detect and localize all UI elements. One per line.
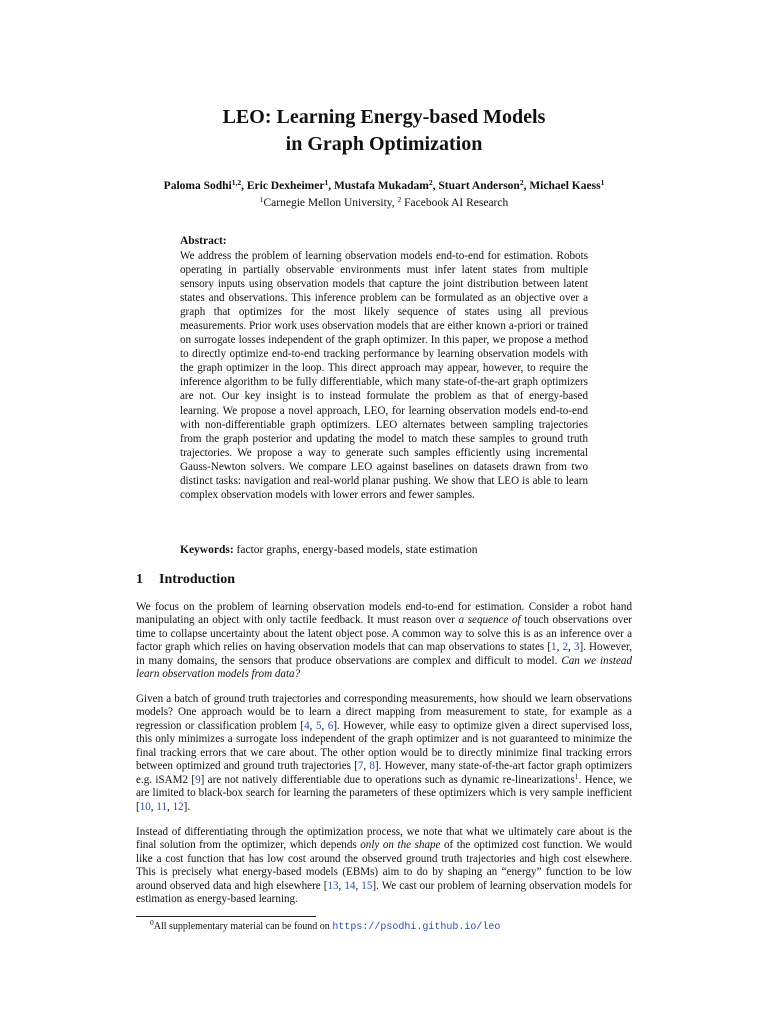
citation-link[interactable]: 9	[195, 773, 201, 786]
citation-link[interactable]: 7	[357, 760, 364, 773]
section-title: Introduction	[159, 572, 235, 587]
title-line-1: LEO: Learning Energy-based Models	[222, 106, 546, 128]
citation-link[interactable]: 13	[327, 879, 339, 892]
author: Michael Kaess$^1$	[529, 178, 605, 192]
keywords-list: factor graphs, energy-based models, state estimation	[233, 544, 478, 556]
footnote-marker: 1	[574, 771, 579, 781]
abstract-heading: Abstract:	[180, 235, 227, 247]
paper-title	[0, 104, 768, 158]
author-list	[0, 179, 768, 194]
citation-link[interactable]: 12	[172, 800, 184, 813]
author: Paloma Sodhi$^{1,2}$,	[163, 178, 247, 192]
citation-link[interactable]: 14	[344, 879, 356, 892]
affiliations: $^1$Carnegie Mellon University, $^2$ Facebook AI Research	[259, 195, 509, 209]
citation-link[interactable]: 5	[315, 719, 322, 732]
keywords-label: Keywords:	[180, 544, 234, 556]
citation-link[interactable]: 11	[156, 800, 168, 813]
author: Eric Dexheimer$^1$,	[246, 178, 334, 192]
abstract-text: We address the problem of learning observation models end-to-end for estimation. Robots operating in partially observable environments must infer latent states from multiple sensory inputs using observation models that capture the joint distribution between latent states and observations. This inference problem can be formulated as an objective over a graph that optimizes for the most likely sequence of states using all previous measurements. Prior work uses observation models that are either known a-priori or trained on surrogate losses independent of the graph optimizer. In this paper, we propose a method to directly optimize end-to-end tracking performance by learning observation models with the graph optimizer in the loop. This direct approach may appear, however, to require the inference algorithm to be fully differentiable, which many state-of-the-art graph optimizers are not. Our key insight is to instead formulate the problem as that of energy-based learning. We propose a novel approach, LEO, for learning observation models end-to-end with non-differentiable graph optimizers. LEO alternates between sampling trajectories from the graph posterior and updating the model to match these samples to ground truth trajectories. We propose a way to generate such samples efficiently using incremental Gauss-Newton solvers. We compare LEO against baselines on datasets drawn from two distinct tasks: navigation and real-world planar pushing. We show that LEO is able to learn complex observation models with lower errors and fewer samples.	[180, 250, 588, 501]
supplementary-link[interactable]: https://psodhi.github.io/leo	[332, 922, 501, 933]
citation-link[interactable]: 1	[551, 641, 557, 654]
citation-link[interactable]: 4	[304, 719, 310, 732]
citation-link[interactable]: 2	[562, 641, 569, 654]
citation-link[interactable]: 8	[369, 760, 375, 773]
author: Mustafa Mukadam$^2$,	[333, 178, 439, 192]
paragraph-3: Instead of differentiating through the optimization process, we note that what we ultimately care about is the final solution from the optimizer, which depends only on the shape of the optimized cost function. We would like a cost function that has low cost around the observed ground truth trajectories and high cost elsewhere. This is precisely what energy-based models (EBMs) aim to do by shaping an “energy” function to be low around observed data and high elsewhere [13, 14, 15]. We cast our problem of learning observation models for estimation as energy-based learning.	[136, 826, 633, 906]
author: Stuart Anderson$^2$,	[438, 178, 530, 192]
citation-link[interactable]: 15	[361, 879, 373, 892]
paragraph-2: Given a batch of ground truth trajectories and corresponding measurements, how should we learn observations models? One approach would be to learn a direct mapping from measurement to state, for example as a regression or classification problem [4, 5, 6]. However, while easy to optimize given a direct supervised loss, this only minimizes a surrogate loss independent of the graph optimizer and is not guaranteed to minimize the final tracking errors that we care about. The other option would be to directly minimize final tracking errors between optimized and ground truth trajectories [7, 8]. However, many state-of-the-art factor graph optimizers e.g. iSAM2 [9] are not natively differentiable due to operations such as dynamic re-linearizations$^1$. Hence, we are limited to black-box search for learning the parameters of these optimizers which is very sample inefficient [10, 11, 12].	[136, 693, 633, 813]
section-heading-introduction	[136, 571, 235, 589]
citation-link[interactable]: 10	[139, 800, 151, 813]
footnote: $^0$All supplementary material can be found on https://psodhi.github.io/leo	[150, 918, 501, 933]
footnote-divider	[136, 916, 316, 917]
keywords	[180, 543, 477, 557]
citation-link[interactable]: 6	[327, 719, 334, 732]
title-line-2: in Graph Optimization	[285, 133, 483, 155]
section-number: 1	[136, 572, 143, 587]
paragraph-1: We focus on the problem of learning observation models end-to-end for estimation. Consider a robot hand manipulating an object with only tactile feedback. It must reason over a sequence of touch observations over time to collapse uncertainty about the latent object pose. A common way to solve this is as an inference over a factor graph which relies on having observation models that can map observations to states [1, 2, 3]. However, in many domains, the sensors that produce observations are complex and difficult to model. Can we instead learn observation models from data?	[136, 601, 633, 681]
citation-link[interactable]: 3	[573, 641, 580, 654]
